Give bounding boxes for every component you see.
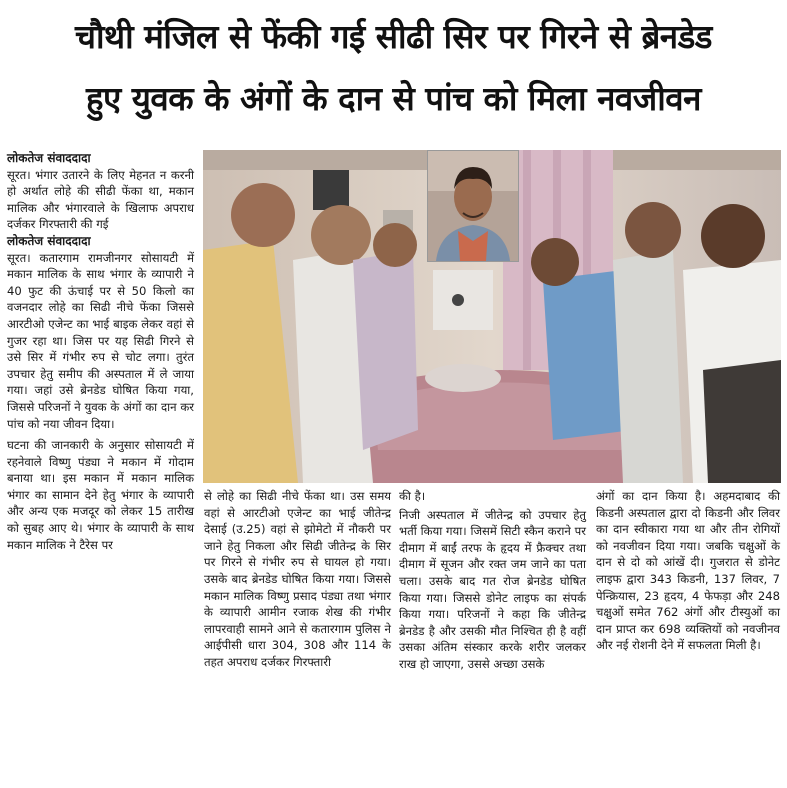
article-column-3 [399,488,586,678]
article-paragraph: निजी अस्पताल में जीतेन्द्र को उपचार हेतु भर्ती किया गया। जिसमें सिटी स्कैन कराने पर दीमाग में बाईं तरफ के हृदय में फ्रैक्चर तथा दीमाग में सूजन और रक्त जम जाने का पता चला। उसके बाद गत रोज ब्रेनडेड घोषित किया गया। जिससे डोनेट लाइफ का संपर्क किया गया। परिजनों ने कहा कि जीतेन्द्र ब्रेनडेड है और उसकी मौत निश्चित ही है वहीं उसका अंतिम संस्कार करके शरीर जलकर राख हो जाएगा, उससे अच्छा उसके [399,507,586,671]
article-column-2 [204,488,391,676]
article-paragraph: घटना की जानकारी के अनुसार सोसायटी में रहनेवाले विष्णु पंड्या ने मकान में गोदाम बनाया था। इस मकान में मकान मालिक भंगार का सामान देने हेतु भंगार के व्यापारी और अन्य एक मजदूर को लेकर 15 तारीख को सुबह आए थे। भंगार के व्यापारी के साथ मकान मालिक ने टैरेस पर [7,438,194,552]
lead-paragraph: सूरत। भंगार उतारने के लिए मेहनत न करनी हो अर्थात लोहे की सीढी फेंका था, मकान मालिक और भंगारवाले के खिलाफ अपराध दर्जकर गिरफ्तारी की गई [7,167,194,232]
portrait-photo-icon [428,151,518,261]
article-paragraph: से लोहे का सिढी नीचे फेंका था। उस समय वहां से आरटीओ एजेन्ट का भाई जीतेन्द्र देसाई (उ.25) वहां से झोमेटो में नौकरी पर जाने हेतु निकला और सिढी जीतेन्द्र के सिर पर गिरने से गंभीर रुप से घायल हो गया। उसके बाद ब्रेनडेड घोषित किया गया। जिससे मकान मालिक विष्णु प्रसाद पंड्या तथा भंगार के व्यापारी आमीन रजाक शेख की गंभीर लापरवाही सामने आने से कतारगाम पुलिस ने आईपीसी धारा 304, 308 और 114 के तहत अपराध दर्जकर गिरफ्तारी [204,489,391,669]
article-column-4 [596,488,780,659]
byline-second: लोकतेज संवाददादा [7,233,91,248]
byline: लोकतेज संवाददादा [7,151,91,165]
article-paragraph: सूरत। कतारगाम रामजीनगर सोसायटी में मकान मालिक के साथ भंगार के व्यापारी ने 40 फुट की ऊंचाई पर से 50 किलो का वजनदार लोहे का सिढी नीचे फेंका जिससे आरटीओ एजेन्ट का भाई बाइक लेकर वहां से गुजर रहा था। जिस पर यह सिढी गिरने से उसे सिर में गंभीर रुप से चोट लगा। तुरंत उपचार हेतु समीप की अस्पताल में ले जाया गया। जहां उसे ब्रेनडेड घोषित किया गया, जिससे परिजनों ने युवक के अंगों का दान कर पांच को नया जीवन दिया। [7,250,194,431]
article-column-1 [7,150,194,558]
headline [6,6,781,130]
portrait-inset [427,150,519,262]
article-paragraph: की है। [399,489,426,503]
article-paragraph: अंगों का दान किया है। अहमदाबाद की किडनी अस्पताल द्वारा दो किडनी और लिवर का दान स्वीकारा गया था और तीन रोगियों को नवजीवन दिया गया। जबकि चक्षुओं के दान से दो को आंखें दी। गुजरात से डोनेट लाइफ द्वारा 343 किडनी, 137 लिवर, 7 पेन्क्रियास, 23 हृदय, 4 फेफड़ा और 248 चक्षुओं समेत 762 अंगों और टीस्युओं का दान प्राप्त कर 698 व्यक्तियों को नवजीनव और नई रोशनी देने में सफलता मिली है। [596,489,780,653]
headline-line-1: चौथी मंजिल से फेंकी गई सीढी सिर पर गिरने से ब्रेनडेड [75,17,712,56]
headline-line-2: हुए युवक के अंगों के दान से पांच को मिला नवजीवन [86,79,701,118]
